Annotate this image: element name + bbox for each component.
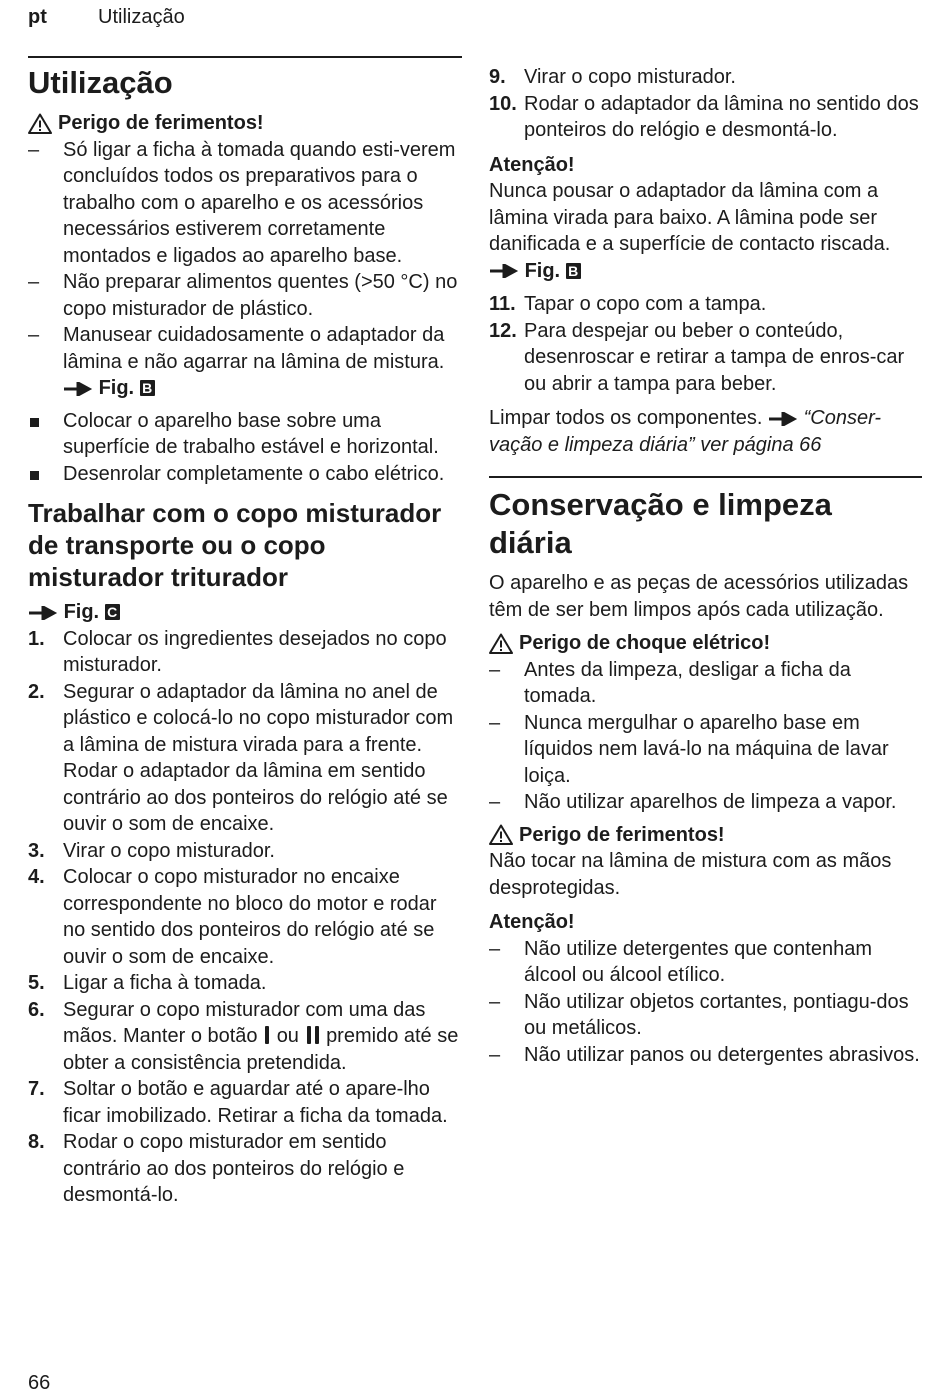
section-title-utilizacao: Utilização [28, 65, 173, 100]
figure-letter-b: B [140, 380, 155, 396]
page-number: 66 [28, 1372, 51, 1394]
section-rule [28, 56, 462, 58]
list-item: – Só ligar a ficha à tomada quando esti-verem concluídos todos os preparativos para o trabalho com o aparelho e os acessórios necessários estiverem corretamente montados e ligados ao aparelho base. [28, 138, 456, 267]
section-rule [489, 476, 922, 478]
injury-text: Não tocar na lâmina de mistura com as mãos desprotegidas. [489, 850, 892, 899]
step-item: 4. Colocar o copo misturador no encaixe correspondente no bloco do motor e rodar no sentido dos ponteiros do relógio até se ouvir o som de encaixe. [28, 866, 437, 968]
warning-injury-label: Perigo de ferimentos! [519, 823, 725, 846]
page-header [28, 6, 185, 29]
warning-triangle-icon [489, 633, 513, 654]
left-column [28, 56, 462, 1215]
warning-shock-label: Perigo de choque elétrico! [519, 632, 771, 654]
speed-1-button-icon [263, 1025, 271, 1045]
warning-triangle-icon [28, 113, 52, 134]
step-item: 2. Segurar o adaptador da lâmina no anel de plástico e colocá-lo no copo misturador com a lâmina de mistura virada para a frente. Rodar o adaptador da lâmina em sentido contrário ao dos ponteiros do relógio até se ouvir o som de encaixe. [28, 680, 454, 835]
figure-letter-b: B [566, 263, 581, 279]
speed-2-button-icon [305, 1025, 321, 1045]
arrow-right-icon [63, 382, 93, 396]
step-item: 1. Colocar os ingredientes desejados no copo misturador. [28, 627, 447, 676]
figure-reference-c: Fig. C [28, 599, 462, 626]
subheading-blender-work: Trabalhar com o copo misturador de transporte ou o copo misturador triturador [28, 498, 442, 592]
steps-list [28, 626, 462, 1209]
steps-list-final [489, 291, 922, 397]
arrow-right-icon [768, 412, 798, 426]
warning-triangle-icon [489, 824, 513, 845]
list-item: Colocar o aparelho base sobre uma superfície de trabalho estável e horizontal. [28, 408, 462, 461]
list-item: – Não preparar alimentos quentes (>50 °C) no copo misturador de plástico. [28, 271, 458, 320]
step-item: 6. Segurar o copo misturador com uma das mãos. Manter o botão ou premido até se obter a consistência pretendida. [28, 998, 459, 1074]
warning-injury-label: Perigo de ferimentos! [58, 112, 264, 134]
cleaning-intro: O aparelho e as peças de acessórios utilizadas têm de ser bem limpos após cada utilização. [489, 572, 909, 621]
list-item: – Antes da limpeza, desligar a ficha da tomada. [489, 658, 851, 707]
list-item: Desenrolar completamente o cabo elétrico. [28, 461, 462, 488]
step-item: 5. Ligar a ficha à tomada. [28, 972, 267, 994]
list-item: – Não utilizar aparelhos de limpeza a vapor. [489, 791, 897, 813]
list-item: – Manusear cuidadosamente o adaptador da lâmina e não agarrar na lâmina de mistura. Fig. B [28, 324, 445, 399]
setup-list [28, 408, 462, 488]
cross-reference-link[interactable]: “Conser-vação e limpeza diária” ver página 66 [489, 407, 882, 456]
step-item: 3. Virar o copo misturador. [28, 839, 275, 862]
list-item: – Não utilize detergentes que contenham álcool ou álcool etílico. [489, 937, 873, 986]
injury-warning-list [28, 137, 462, 402]
warning-injury-2 [489, 822, 922, 849]
attention-text: Nunca pousar o adaptador da lâmina com a lâmina virada para baixo. A lâmina pode ser danificada e a superfície de contacto riscada. Fig. B [489, 180, 891, 282]
figure-letter-c: C [105, 604, 120, 620]
step-item: 8. Rodar o copo misturador em sentido contrário ao dos ponteiros do relógio e desmontá-lo. [28, 1131, 405, 1206]
list-item: – Não utilizar objetos cortantes, pontiagu-dos ou metálicos. [489, 990, 909, 1039]
step-item: 10. Rodar o adaptador da lâmina no sentido dos ponteiros do relógio e desmontá-lo. [489, 92, 919, 141]
figure-reference-b: Fig. B [489, 260, 581, 282]
step-item: 12. Para despejar ou beber o conteúdo, desenroscar e retirar a tampa de enros-car ou abrir a tampa para beber. [489, 319, 905, 395]
list-item: – Não utilizar panos ou detergentes abrasivos. [489, 1043, 920, 1066]
attention-label: Atenção! [489, 153, 575, 176]
step-item: 9. Virar o copo misturador. [489, 66, 736, 88]
arrow-right-icon [489, 264, 519, 278]
step-item: 11. Tapar o copo com a tampa. [489, 293, 767, 315]
language-code: pt [28, 6, 47, 28]
steps-list-continued [489, 64, 922, 144]
warning-electric-shock [489, 630, 922, 657]
step-item: 7. Soltar o botão e aguardar até o apare-lho ficar imobilizado. Retirar a ficha da tomada. [28, 1078, 448, 1127]
shock-warning-list [489, 657, 922, 816]
arrow-right-icon [28, 606, 58, 620]
header-section-title: Utilização [98, 6, 185, 28]
cleaning-reference: Limpar todos os componentes. “Conser-vação e limpeza diária” ver página 66 [489, 407, 882, 456]
right-column [489, 64, 922, 1074]
attention-list [489, 936, 922, 1069]
list-item: – Nunca mergulhar o aparelho base em líquidos nem lavá-lo na máquina de lavar loiça. [489, 711, 889, 787]
figure-reference-b: Fig. B [63, 377, 155, 399]
attention-label: Atenção! [489, 911, 575, 933]
section-title-conservacao: Conservação e limpeza diária [489, 487, 832, 560]
warning-injury [28, 110, 462, 137]
